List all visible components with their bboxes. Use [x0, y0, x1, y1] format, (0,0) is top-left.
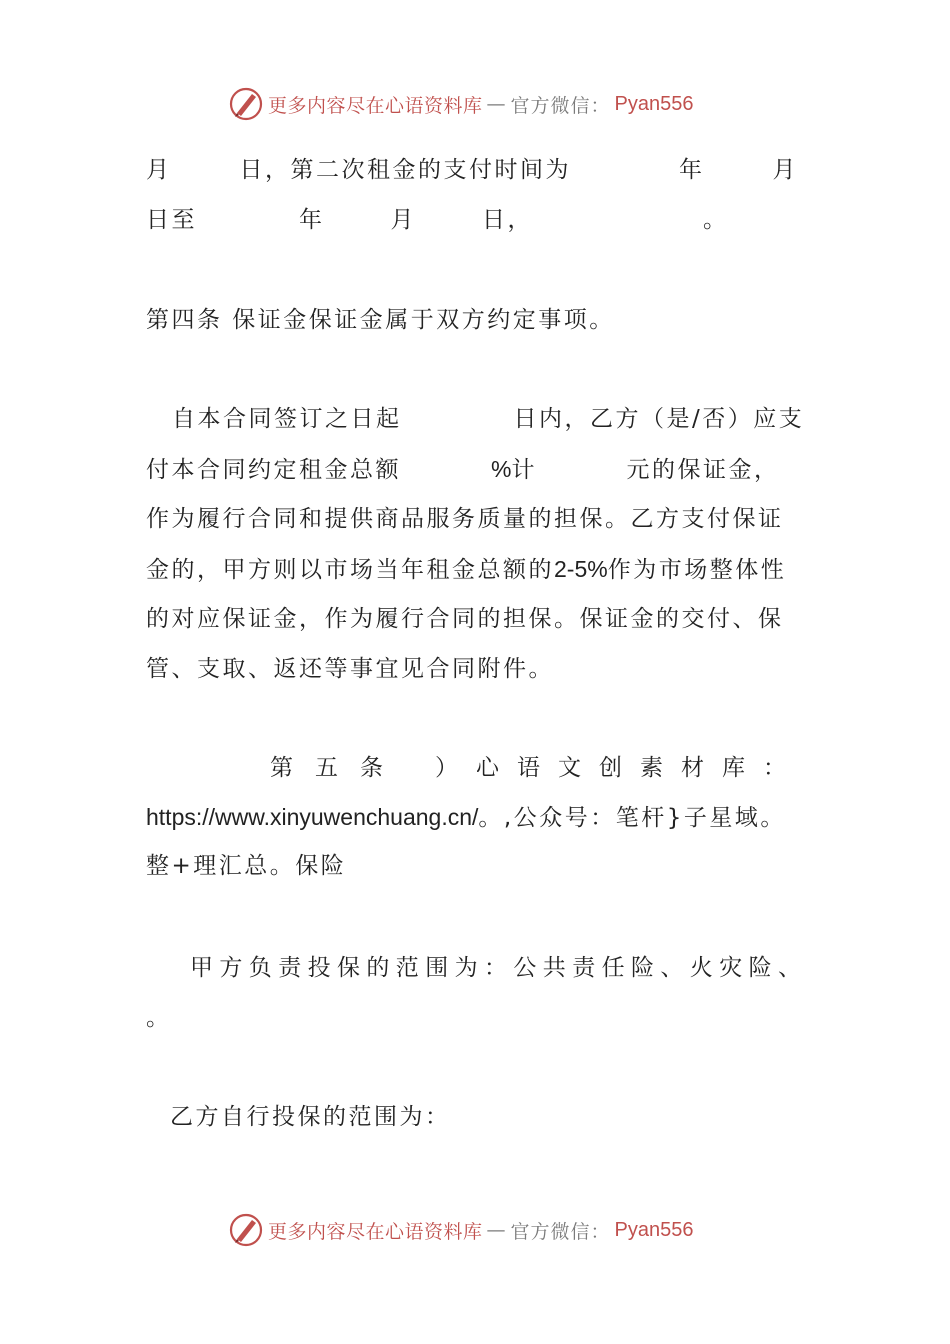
text-fragment: 日，: [482, 207, 533, 233]
text-line-ins2: 。: [146, 1005, 172, 1031]
text-line-1: [146, 155, 798, 185]
text-fragment: 元的保证金，: [626, 457, 780, 483]
watermark-main-text: 更多内容尽在心语资料库: [268, 1220, 483, 1243]
text-fragment: 年: [299, 207, 325, 233]
text-fragment: 日，第二次租金的支付时间为: [239, 157, 571, 183]
watermark-sub-text: 官方微信：: [510, 1220, 611, 1243]
text-line-url: [146, 802, 786, 833]
watermark-id: Pyan556: [614, 1218, 694, 1241]
website-link: https://www.xinyuwenchuang.cn/: [146, 804, 479, 830]
text-fragment: 2-5%: [554, 556, 608, 582]
text-fragment: ）心语文创素材库：: [435, 755, 804, 781]
text-line-art5-c: 整+理汇总。保险: [146, 853, 347, 879]
watermark-footer: [228, 1212, 694, 1248]
text-fragment: 自本合同签订之日起: [172, 406, 402, 432]
watermark-dash: —: [486, 93, 507, 115]
text-line-p6: 管、支取、返还等事宜见合同附件。: [146, 656, 554, 682]
pen-logo-icon: [228, 1212, 264, 1248]
text-fragment: 月: [772, 157, 798, 183]
text-fragment: %计: [491, 456, 535, 482]
watermark-id: Pyan556: [614, 92, 694, 115]
text-fragment: 第五条: [270, 755, 405, 781]
watermark-main-text: 更多内容尽在心语资料库: [268, 94, 483, 117]
text-line-p5: 的对应保证金，作为履行合同的担保。保证金的交付、保: [146, 606, 784, 632]
text-line-p4: [146, 554, 786, 585]
text-fragment: 作为市场整体性: [607, 557, 787, 583]
text-fragment: 年: [679, 157, 705, 183]
text-line-2: [146, 205, 729, 235]
text-fragment: 月: [146, 157, 172, 183]
watermark-header: [228, 86, 694, 122]
text-line-ins3: 乙方自行投保的范围为：: [170, 1104, 451, 1130]
text-line-p1: [172, 404, 804, 434]
text-fragment: 金的，甲方则以市场当年租金总额的: [146, 557, 554, 583]
watermark-sub-text: 官方微信：: [510, 94, 611, 117]
article-5-heading: [270, 753, 804, 783]
watermark-dash: —: [486, 1219, 507, 1241]
text-line-p3: 作为履行合同和提供商品服务质量的担保。乙方支付保证: [146, 506, 784, 532]
article-4-heading: 第四条 保证金保证金属于双方约定事项。: [146, 307, 615, 333]
pen-logo-icon: [228, 86, 264, 122]
text-fragment: 月: [390, 207, 416, 233]
text-line-ins1: 甲方负责投保的范围为：公共责任险、火灾险、: [190, 955, 808, 981]
text-fragment: 日至: [146, 207, 197, 233]
text-fragment: 。,公众号：笔杆}子星域。: [478, 805, 786, 831]
text-fragment: 日内，乙方（是/否）应支: [513, 406, 805, 432]
text-line-p2: [146, 454, 779, 485]
text-fragment: 付本合同约定租金总额: [146, 457, 401, 483]
text-fragment: 。: [703, 207, 729, 233]
